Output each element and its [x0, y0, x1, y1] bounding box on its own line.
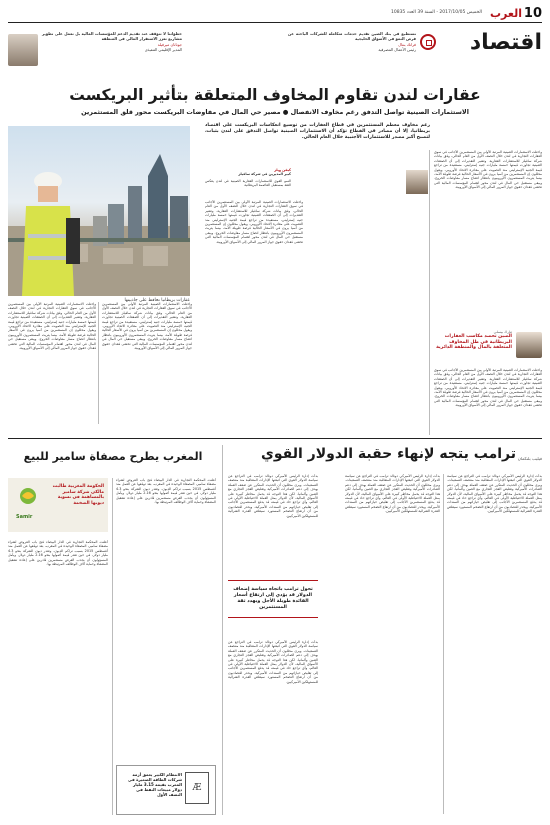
left-quote	[432, 330, 512, 351]
ad-block	[116, 765, 216, 815]
masthead-logo: العرب	[489, 7, 522, 20]
column-divider	[429, 150, 430, 435]
quote-name: جوناثان ميرفيلد	[157, 42, 182, 48]
trump-pullquote-text: تحول ترامب باتجاه سياسة إضعاف الدولار قد يؤدي إلى ارتفاع أسعار الفائدة طويلة الأجل ويهدد ثقة المستثمرين	[233, 587, 313, 610]
page-number: 10	[523, 6, 542, 21]
morocco-box-text: الحكومة المغربية طالبت مالكي شركة سامير بالمساهمة في تسوية ديونها الضخمة	[52, 484, 104, 506]
main-subhead: الاستثمارات الصينية تواصل التدفق رغم مخاوف الانفصال ● مصير حي المال في مفاوضات البريكست محور قلق المستثمرين	[81, 108, 469, 116]
main-body-col-4: واحتلت الاستثمارات الصينية المرتبة الأولى بين المستثمرين الأجانب في سوق العقارات التجارية في لندن خلال النصف الأول من العام الحالي، وفق بيانات شركة سافيلز للاستشارات العقارية. وتشير التقديرات إلى أن الصفقات الصينية تجاوزت قيمتها خمسة مليارات جنيه إسترليني، مستفيدة من تراجع قيمة الجنيه الإسترليني منذ التصويت على مغادرة الاتحاد الأوروبي. ويقول محللون إن المستثمرين من آسيا يرون في الأسعار الحالية فرصة طويلة الأمد، بينما يتريث المستثمرون الأوروبيون بانتظار اتضاح مسار مفاوضات الخروج. ويبقى مستقبل حي المال في لندن محور اهتمام المؤسسات المالية التي تخشى فقدان حقوق جواز المرور المالي إلى الأسواق الأوروبية.	[102, 302, 192, 351]
quote-title: رئيس الأعمال المصرفية	[378, 46, 416, 52]
main-body-col-2: واحتلت الاستثمارات الصينية المرتبة الأولى بين المستثمرين الأجانب في سوق العقارات التجارية في لندن خلال النصف الأول من العام الحالي، وفق بيانات شركة سافيلز للاستشارات العقارية. وتشير التقديرات إلى أن الصفقات الصينية تجاوزت قيمتها خمسة مليارات جنيه إسترليني، مستفيدة من تراجع قيمة الجنيه الإسترليني منذ التصويت على مغادرة الاتحاد الأوروبي. ويقول محللون إن المستثمرين من آسيا يرون في الأسعار الحالية فرصة طويلة الأمد، بينما يتريث المستثمرون الأوروبيون بانتظار اتضاح مسار مفاوضات الخروج. ويبقى مستقبل حي المال في لندن محور اهتمام المؤسسات المالية التي تخشى فقدان حقوق جواز المرور المالي إلى الأسواق الأوروبية.	[205, 200, 303, 244]
trump-body-col-4: بدأت إدارة الرئيس الأميركي دونالد ترامب في التراجع عن سياسة الدولار القوي التي اتبعتها الإدارات المتعاقبة منذ منتصف التسعينات. ويرى محللون أن الحديث المتكرر عن ضعف العملة يهدف إلى دعم الصادرات الأميركية وتقليص العجز التجاري مع الصين وألمانيا. لكن هذا التوجه قد يحمل مخاطر كبيرة على الأسواق المالية، لأن الدولار يمثل العملة الاحتياطية الأولى في العالم، وأي تراجع حاد في قيمته قد يدفع المستثمرين الأجانب إلى تقليص حيازاتهم من السندات الأميركية. ويحذر اقتصاديون من أن ارتفاع التضخم المستورد سيقلص القدرة الشرائية للمستهلكين الأميركيين.	[228, 640, 318, 684]
sidebar-quote-title: كبير المديرين في شركة سافيلز	[238, 172, 291, 177]
section-divider	[8, 438, 542, 439]
samir-logo-icon	[14, 486, 42, 512]
column-divider	[98, 302, 99, 424]
main-body-col-1: واحتلت الاستثمارات الصينية المرتبة الأولى بين المستثمرين الأجانب في سوق العقارات التجارية في لندن خلال النصف الأول من العام الحالي، وفق بيانات شركة سافيلز للاستشارات العقارية. وتشير التقديرات إلى أن الصفقات الصينية تجاوزت قيمتها خمسة مليارات جنيه إسترليني، مستفيدة من تراجع قيمة الجنيه الإسترليني منذ التصويت على مغادرة الاتحاد الأوروبي. ويقول محللون إن المستثمرين من آسيا يرون في الأسعار الحالية فرصة طويلة الأمد، بينما يتريث المستثمرون الأوروبيون بانتظار اتضاح مسار مفاوضات الخروج. ويبقى مستقبل حي المال في لندن محور اهتمام المؤسسات المالية التي تخشى فقدان حقوق جواز المرور المالي إلى الأسواق الأوروبية.	[434, 150, 542, 190]
main-body-col-3: واحتلت الاستثمارات الصينية المرتبة الأولى بين المستثمرين الأجانب في سوق العقارات التجارية في لندن خلال النصف الأول من العام الحالي، وفق بيانات شركة سافيلز للاستشارات العقارية. وتشير التقديرات إلى أن الصفقات الصينية تجاوزت قيمتها خمسة مليارات جنيه إسترليني، مستفيدة من تراجع قيمة الجنيه الإسترليني منذ التصويت على مغادرة الاتحاد الأوروبي. ويقول محللون إن المستثمرين من آسيا يرون في الأسعار الحالية فرصة طويلة الأمد، بينما يتريث المستثمرون الأوروبيون بانتظار اتضاح مسار مفاوضات الخروج. ويبقى مستقبل حي المال في لندن محور اهتمام المؤسسات المالية التي تخشى فقدان حقوق جواز المرور المالي إلى الأسواق الأوروبية.	[8, 302, 96, 351]
main-body-col-5: واحتلت الاستثمارات الصينية المرتبة الأولى بين المستثمرين الأجانب في سوق العقارات التجارية في لندن خلال النصف الأول من العام الحالي، وفق بيانات شركة سافيلز للاستشارات العقارية. وتشير التقديرات إلى أن الصفقات الصينية تجاوزت قيمتها خمسة مليارات جنيه إسترليني، مستفيدة من تراجع قيمة الجنيه الإسترليني منذ التصويت على مغادرة الاتحاد الأوروبي. ويقول محللون إن المستثمرين من آسيا يرون في الأسعار الحالية فرصة طويلة الأمد، بينما يتريث المستثمرون الأوروبيون بانتظار اتضاح مسار مفاوضات الخروج. ويبقى مستقبل حي المال في لندن محور اهتمام المؤسسات المالية التي تخشى فقدان حقوق جواز المرور المالي إلى الأسواق الأوروبية.	[434, 368, 542, 408]
date-line: الخميس 2017/10/05 - السنة 39 العدد 10835	[390, 10, 482, 15]
samir-name: Samir	[16, 514, 33, 520]
quote-text: خطواتنا لا تتوقف عند تقديم الدعم للمؤسسات المالية بل نعمل على تطوير مشاريع تعزز الاستقرار المالي في المنطقة	[42, 31, 182, 41]
trump-body-col-2: بدأت إدارة الرئيس الأميركي دونالد ترامب في التراجع عن سياسة الدولار القوي التي اتبعتها الإدارات المتعاقبة منذ منتصف التسعينات. ويرى محللون أن الحديث المتكرر عن ضعف العملة يهدف إلى دعم الصادرات الأميركية وتقليص العجز التجاري مع الصين وألمانيا. لكن هذا التوجه قد يحمل مخاطر كبيرة على الأسواق المالية، لأن الدولار يمثل العملة الاحتياطية الأولى في العالم، وأي تراجع حاد في قيمته قد يدفع المستثمرين الأجانب إلى تقليص حيازاتهم من السندات الأميركية. ويحذر اقتصاديون من أن ارتفاع التضخم المستورد سيقلص القدرة الشرائية للمستهلكين الأميركيين.	[345, 474, 440, 514]
avatar	[8, 34, 38, 66]
skyline-illustration	[8, 126, 190, 296]
main-lead: رغم مخاوف معظم المستثمرين في قطاع العقارات من توسيع انعكاسات البريكست على اقتصاد بريطانيا، إلا أن مصادر في القطاع تؤكد أن الاستثمارات الصينية تواصل التدفق على لندن بثبات، لتصبح أكبر مصدر للاستثمارات الأجنبية خلال العام الحالي.	[205, 123, 430, 140]
top-quote-left	[42, 32, 182, 52]
left-quote-text: الصين تحصد مكاسب العقارات البريطانية في ظل المخاوف المتعلقة بالمال والمنطقة الدائرية	[436, 334, 512, 351]
trump-kicker: فيليب بلنكمان	[517, 456, 542, 461]
left-quote-name: مارك بيسلي	[493, 330, 512, 334]
trump-body-col-3: بدأت إدارة الرئيس الأميركي دونالد ترامب في التراجع عن سياسة الدولار القوي التي اتبعتها الإدارات المتعاقبة منذ منتصف التسعينات. ويرى محللون أن الحديث المتكرر عن ضعف العملة يهدف إلى دعم الصادرات الأميركية وتقليص العجز التجاري مع الصين وألمانيا. لكن هذا التوجه قد يحمل مخاطر كبيرة على الأسواق المالية، لأن الدولار يمثل العملة الاحتياطية الأولى في العالم، وأي تراجع حاد في قيمته قد يدفع المستثمرين الأجانب إلى تقليص حيازاتهم من السندات الأميركية. ويحذر اقتصاديون من أن ارتفاع التضخم المستورد سيقلص القدرة الشرائية للمستهلكين الأميركيين.	[228, 474, 318, 518]
masthead	[8, 6, 542, 22]
trump-headline: ترامب يتجه لإنهاء حقبة الدولار القوي	[261, 446, 516, 462]
morocco-body-col-2: أعلنت المحكمة التجارية في الدار البيضاء فتح باب العروض لشراء مصفاة سامير، المصفاة الوحيدة في المغرب، بعد توقفها عن العمل منذ أغسطس 2015 بسبب تراكم الديون. وتقدر ديون الشركة بنحو 4.3 مليار دولار، في حين تقدر قيمة أصولها بنحو 2.16 مليار دولار. ويأمل المسؤولون أن يجذب العرض مستثمرين قادرين على إعادة تشغيل المصفاة وحماية آلاف الوظائف المرتبطة بها.	[116, 478, 216, 505]
trump-body-col-1: بدأت إدارة الرئيس الأميركي دونالد ترامب في التراجع عن سياسة الدولار القوي التي اتبعتها الإدارات المتعاقبة منذ منتصف التسعينات. ويرى محللون أن الحديث المتكرر عن ضعف العملة يهدف إلى دعم الصادرات الأميركية وتقليص العجز التجاري مع الصين وألمانيا. لكن هذا التوجه قد يحمل مخاطر كبيرة على الأسواق المالية، لأن الدولار يمثل العملة الاحتياطية الأولى في العالم، وأي تراجع حاد في قيمته قد يدفع المستثمرين الأجانب إلى تقليص حيازاتهم من السندات الأميركية. ويحذر اقتصاديون من أن ارتفاع التضخم المستورد سيقلص القدرة الشرائية للمستهلكين الأميركيين.	[447, 474, 542, 514]
morocco-box	[8, 478, 108, 532]
sidebar-portrait	[406, 170, 428, 194]
column-divider	[222, 445, 223, 815]
quote-title: المدير الإقليمي التنفيذي	[144, 46, 182, 52]
sidebar-quote-text: النمو القوي للاستثمارات العقارية الصينية في لندن يعكس الثقة بمستقبل العاصمة البريطانية	[205, 178, 291, 188]
quote-text: نستطيع في بنك الصين تقديم خدمات متكاملة للشركات الباحثة عن فرص النمو في الأسواق الخليجية	[288, 31, 416, 41]
top-quote-right	[288, 32, 416, 52]
bank-logo-icon	[420, 34, 436, 50]
quote-name: فرانك بنتال	[398, 42, 416, 48]
column-divider	[112, 478, 113, 815]
city-photo	[8, 126, 190, 296]
main-headline: عقارات لندن تقاوم المخاوف المتعلقة بتأثير البريكست	[69, 86, 481, 104]
sidebar-quote	[205, 168, 291, 188]
sidebar-quote-name: كيفن ويلز	[274, 168, 291, 172]
ad-text: الانتظام الكبير يعمق أزمة شركات الطاقة الصغيرة في المغرب بقيمة 3.15 مليار دولار مبيعات النفط في النصف الأول	[128, 772, 182, 797]
masthead-rule	[8, 22, 542, 23]
left-quote-portrait	[516, 332, 542, 358]
photo-caption: عقارات بريطانيا تحافظ على جاذبيتها	[124, 298, 190, 303]
trump-pullquote	[228, 580, 318, 618]
section-title: اقتصاد	[469, 30, 542, 55]
morocco-headline: المغرب يطرح مصفاة سامير للبيع	[23, 450, 203, 463]
column-divider	[443, 474, 444, 814]
morocco-body-col-1: أعلنت المحكمة التجارية في الدار البيضاء فتح باب العروض لشراء مصفاة سامير، المصفاة الوحيدة في المغرب، بعد توقفها عن العمل منذ أغسطس 2015 بسبب تراكم الديون. وتقدر ديون الشركة بنحو 4.3 مليار دولار، في حين تقدر قيمة أصولها بنحو 2.16 مليار دولار. ويأمل المسؤولون أن يجذب العرض مستثمرين قادرين على إعادة تشغيل المصفاة وحماية آلاف الوظائف المرتبطة بها.	[8, 540, 108, 567]
ad-logo-icon: Æ	[185, 772, 209, 804]
